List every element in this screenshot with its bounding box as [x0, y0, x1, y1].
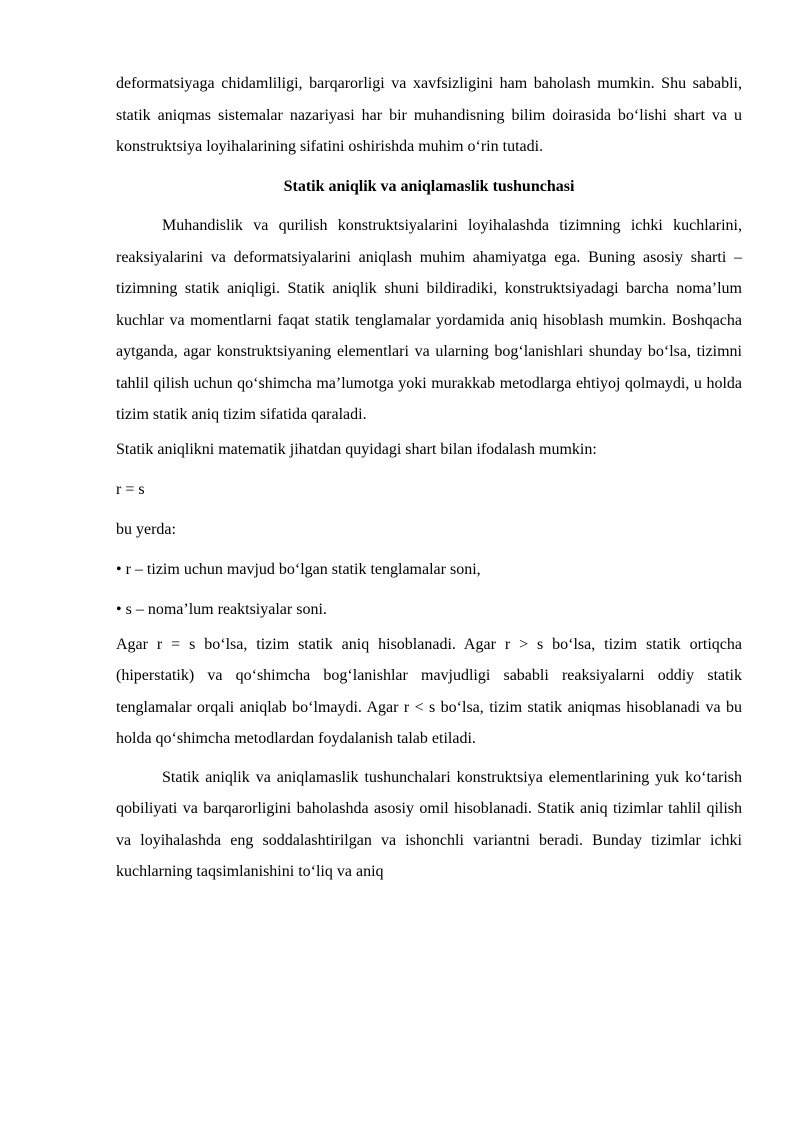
paragraph-static-determinacy: Muhandislik va qurilish konstruktsiyalarini loyihalashda tizimning ichki kuchlarini, reaksiyalarini va deformatsiyalarini aniqlash muhim ahamiyatga ega. Buning asosiy sharti – tizimning statik aniqligi. Statik aniqlik shuni bildiradiki, konstruktsiyadagi barcha noma’lum kuchlar va momentlarni faqat statik tenglamalar yordamida aniq hisoblash mumkin. Boshqacha aytganda, agar konstruktsiyaning elementlari va ularning bog‘lanishlari shunday bo‘lsa, tizimni tahlil qilish uchun qo‘shimcha ma’lumotga yoki murakkab metodlarga ehtiyoj qolmaydi, u holda tizim statik aniq tizim sifatida qaraladi.	[116, 217, 742, 423]
paragraph-conclusion: Statik aniqlik va aniqlamaslik tushunchalari konstruktsiya elementlarining yuk ko‘tarish qobiliyati va barqarorligini baholashda asosiy omil hisoblanadi. Statik aniq tizimlar tahlil qilish va loyihalashda eng soddalashtirilgan va ishonchli variantni beradi. Bunday tizimlar ichki kuchlarning taqsimlanishini to‘liq va aniq	[116, 768, 742, 880]
section-heading: Statik aniqlik va aniqlamaslik tushunchasi	[283, 177, 575, 195]
where-label: bu yerda:	[116, 520, 176, 538]
math-intro-line: Statik aniqlikni matematik jihatdan quyidagi shart bilan ifodalash mumkin:	[116, 440, 597, 458]
formula: r = s	[116, 480, 145, 498]
intro-paragraph: deformatsiyaga chidamliligi, barqarorligi va xavfsizligini ham baholash mumkin. Shu sababli, statik aniqmas sistemalar nazariyasi har bir muhandisning bilim doirasida bo‘lishi shart va u konstruktsiya loyihalarining sifatini oshirishda muhim o‘rin tutadi.	[116, 75, 742, 155]
bullet-r: • r – tizim uchun mavjud bo‘lgan statik tenglamalar soni,	[116, 560, 481, 578]
bullet-s: • s – noma’lum reaktsiyalar soni.	[116, 600, 327, 618]
paragraph-conditions: Agar r = s bo‘lsa, tizim statik aniq hisoblanadi. Agar r > s bo‘lsa, tizim statik ortiqcha (hiperstatik) va qo‘shimcha bog‘lanishlar mavjudligi sababli reaksiyalarni oddiy statik tenglamalar orqali aniqlab bo‘lmaydi. Agar r < s bo‘lsa, tizim statik aniqmas hisoblanadi va bu holda qo‘shimcha metodlardan foydalanish talab etiladi.	[116, 635, 742, 747]
document-page	[116, 68, 742, 888]
